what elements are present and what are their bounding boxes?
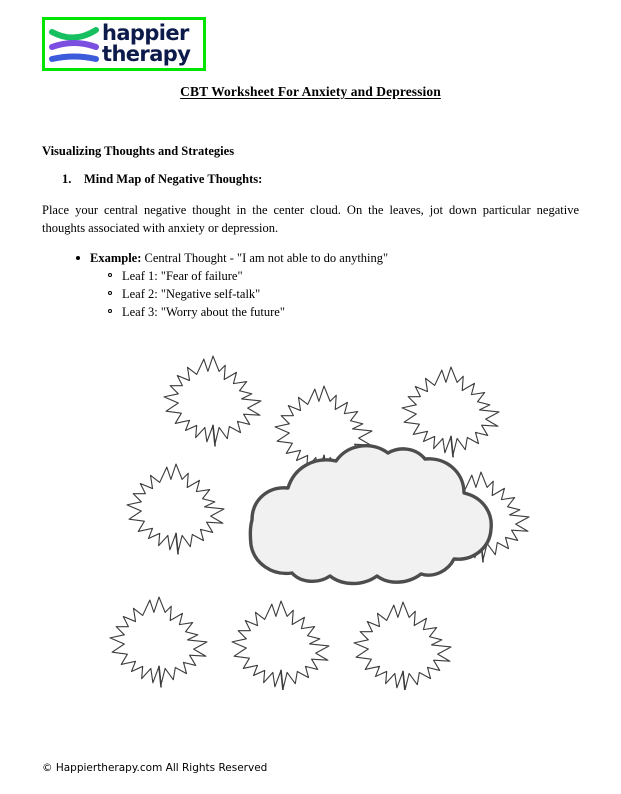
list-item <box>72 285 532 303</box>
leaf-item-text: Leaf 2: "Negative self-talk" <box>122 287 261 301</box>
example-list <box>72 249 532 321</box>
section-heading: Visualizing Thoughts and Strategies <box>42 144 235 158</box>
mind-map-diagram <box>100 340 550 690</box>
logo-line-2: therapy <box>102 42 191 66</box>
logo-wordmark <box>102 23 190 64</box>
example-text: Central Thought - "I am not able to do anything" <box>141 251 389 265</box>
leaf-bottom-right <box>354 602 451 690</box>
bullet-disc-icon <box>76 256 80 260</box>
leaf-top-left <box>164 356 261 446</box>
instructions-paragraph: Place your central negative thought in the center cloud. On the leaves, jot down particular negative thoughts associated with anxiety or depression. <box>42 203 579 236</box>
logo-line-1: happier <box>102 21 189 46</box>
list-number: 1. <box>62 172 72 186</box>
central-cloud <box>250 446 491 584</box>
list-item <box>72 267 532 285</box>
bullet-circle-icon <box>108 309 112 313</box>
green-arc <box>52 30 96 38</box>
leaf-item-text: Leaf 3: "Worry about the future" <box>122 305 285 319</box>
example-bullet-row <box>72 249 532 267</box>
copyright-footer: © Happiertherapy.com All Rights Reserved <box>42 762 268 774</box>
page-title <box>0 84 621 100</box>
logo-arcs <box>48 21 100 67</box>
leaf-bottom-center <box>232 601 329 690</box>
list-item <box>72 303 532 321</box>
numbered-list-item <box>62 172 262 187</box>
example-label: Example: <box>90 251 142 265</box>
leaf-item-text: Leaf 1: "Fear of failure" <box>122 269 243 283</box>
bullet-circle-icon <box>108 273 112 277</box>
bullet-circle-icon <box>108 291 112 295</box>
leaf-middle-left <box>127 464 224 554</box>
purple-arc <box>52 43 96 47</box>
page-title-text: CBT Worksheet For Anxiety and Depression <box>180 84 441 99</box>
leaf-bottom-left <box>110 597 207 687</box>
blue-arc <box>52 57 96 60</box>
list-item-text: Mind Map of Negative Thoughts: <box>84 172 263 186</box>
mind-map-svg <box>100 340 550 690</box>
leaf-top-right <box>402 367 499 457</box>
brand-logo <box>42 17 206 71</box>
